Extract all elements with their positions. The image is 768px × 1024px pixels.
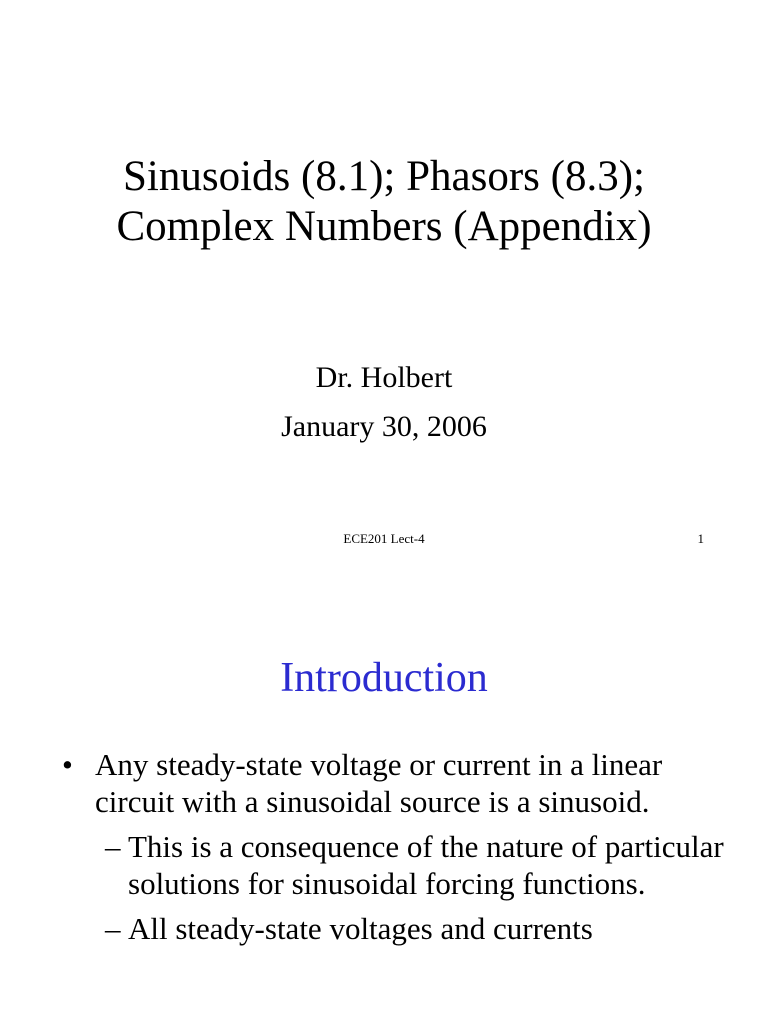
sub-bullet-text: This is a consequence of the nature of particular solutions for sinusoidal forcing functions. bbox=[128, 829, 724, 901]
author-name: Dr. Holbert bbox=[315, 361, 453, 394]
slide-title-line: Sinusoids (8.1); Phasors (8.3); bbox=[123, 153, 645, 200]
slide-heading: Introduction bbox=[280, 655, 488, 701]
dash-icon: – bbox=[105, 911, 121, 946]
slide-footer: ECE201 Lect-4 bbox=[343, 531, 425, 546]
bullet-icon: • bbox=[62, 747, 73, 782]
bullet-text: Any steady-state voltage or current in a linear circuit with a sinusoidal source is a sinusoid. bbox=[95, 747, 663, 819]
slide-title-line: Complex Numbers (Appendix) bbox=[116, 203, 652, 250]
sub-bullet-item bbox=[95, 828, 728, 902]
page-number: 1 bbox=[697, 531, 704, 546]
sub-bullet-item bbox=[95, 910, 728, 947]
slide-title bbox=[0, 152, 768, 252]
bullet-item bbox=[0, 746, 768, 947]
presentation-date: January 30, 2006 bbox=[281, 410, 487, 443]
sub-bullet-text: All steady-state voltages and currents bbox=[128, 911, 593, 946]
bullet-list bbox=[0, 746, 768, 947]
introduction-slide bbox=[0, 580, 768, 1024]
sub-bullet-list bbox=[95, 828, 728, 947]
dash-icon: – bbox=[105, 829, 121, 864]
